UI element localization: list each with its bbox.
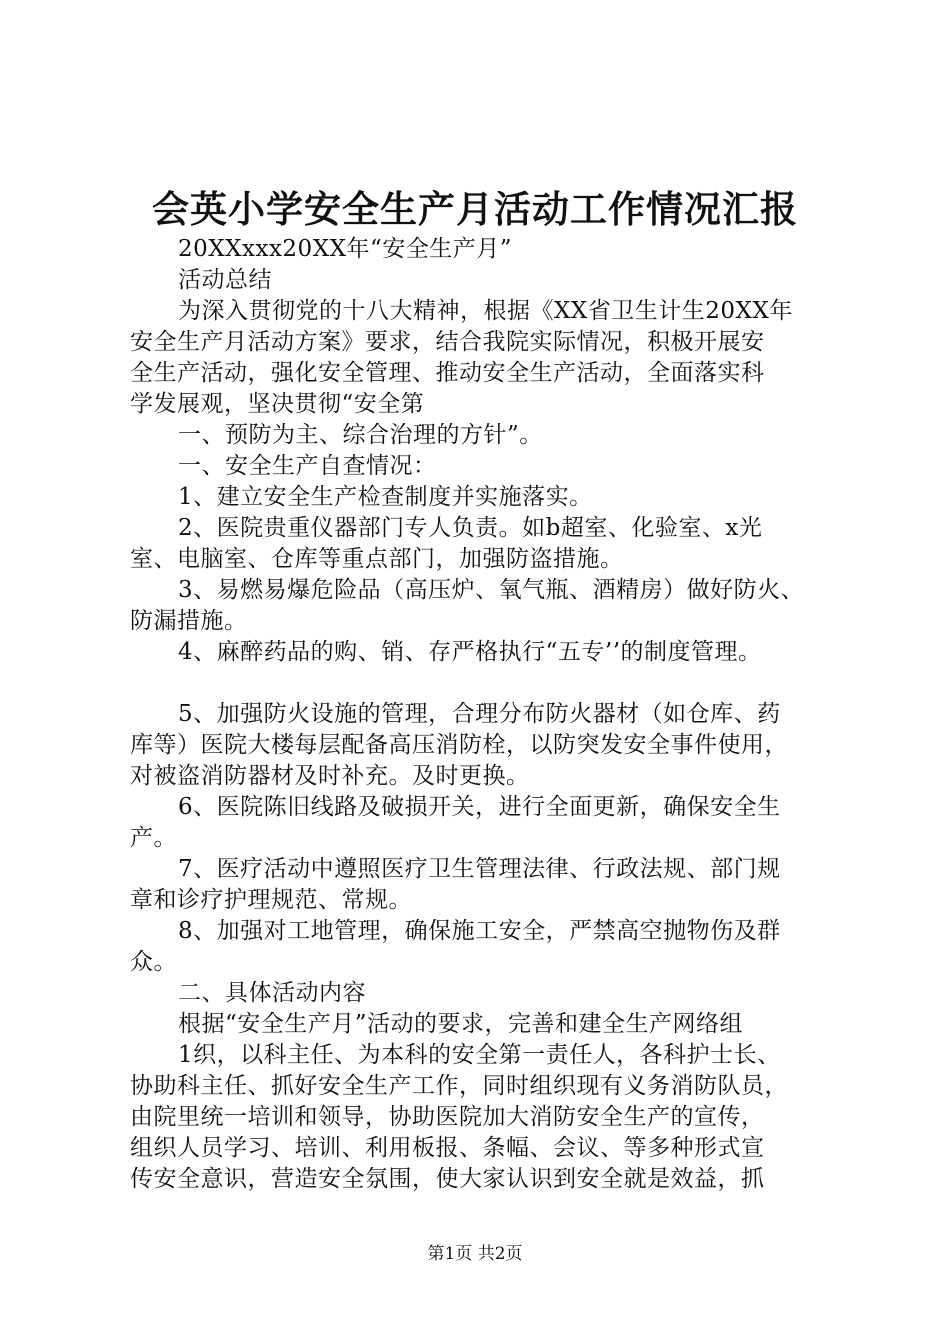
body-line: 根据“安全生产月”活动的要求，完善和建全生产网络组 — [178, 1011, 744, 1037]
body-line: 3、易燃易爆危险品（高压炉、氧气瓶、酒精房）做好防火、 — [178, 577, 805, 603]
body-line: 2、医院贵重仪器部门专人负责。如b超室、化验室、x光 — [178, 515, 763, 541]
body-line: 8、加强对工地管理，确保施工安全，严禁高空抛物伤及群 — [178, 918, 781, 944]
document-body — [130, 234, 830, 1195]
body-line: 协助科主任、抓好安全生产工作，同时组织现有义务消防队员， — [130, 1073, 788, 1099]
body-line: 由院里统一培训和领导，协助医院加大消防安全生产的宣传， — [130, 1104, 765, 1130]
page-number-footer: 第1页 共2页 — [427, 1244, 523, 1264]
body-line: 20XXxxx20XX年“安全生产月” — [178, 236, 512, 262]
document-title: 会英小学安全生产月活动工作情况汇报 — [152, 187, 798, 231]
body-line: 安全生产月活动方案》要求，结合我院实际情况，积极开展安 — [130, 329, 765, 355]
body-line: 一、预防为主、综合治理的方针”。 — [178, 422, 543, 448]
body-line: 组织人员学习、培训、利用板报、条幅、会议、等多种形式宣 — [130, 1135, 765, 1161]
body-line: 防漏措施。 — [130, 608, 248, 634]
body-line: 产。 — [130, 825, 177, 851]
blank-line — [130, 668, 830, 699]
body-line: 学发展观，坚决贯彻“安全第 — [130, 391, 425, 417]
body-line: 章和诊疗护理规范、常规。 — [130, 887, 412, 913]
body-line: 活动总结 — [178, 267, 272, 293]
body-line: 对被盗消防器材及时补充。及时更换。 — [130, 763, 530, 789]
body-line: 1织，以科主任、为本科的安全第一责任人，各科护士长、 — [178, 1042, 781, 1068]
body-line: 5、加强防火设施的管理，合理分布防火器材（如仓库、药 — [178, 701, 781, 727]
body-line: 4、麻醉药品的购、销、存严格执行“五专’’的制度管理。 — [178, 639, 762, 665]
body-line: 1、建立安全生产检查制度并实施落实。 — [178, 484, 593, 510]
body-line: 传安全意识，营造安全氛围，使大家认识到安全就是效益，抓 — [130, 1166, 765, 1192]
body-line: 一、安全生产自查情况： — [178, 453, 437, 479]
body-line: 6、医院陈旧线路及破损开关，进行全面更新，确保安全生 — [178, 794, 781, 820]
body-line: 7、医疗活动中遵照医疗卫生管理法律、行政法规、部门规 — [178, 856, 781, 882]
body-line: 为深入贯彻党的十八大精神，根据《XX省卫生计生20XX年 — [178, 298, 793, 324]
body-line: 室、电脑室、仓库等重点部门，加强防盗措施。 — [130, 546, 624, 572]
body-line: 众。 — [130, 949, 177, 975]
body-line: 二、具体活动内容 — [178, 980, 366, 1006]
body-line: 库等）医院大楼每层配备高压消防栓，以防突发安全事件使用， — [130, 732, 788, 758]
body-line: 全生产活动，强化安全管理、推动安全生产活动，全面落实科 — [130, 360, 765, 386]
